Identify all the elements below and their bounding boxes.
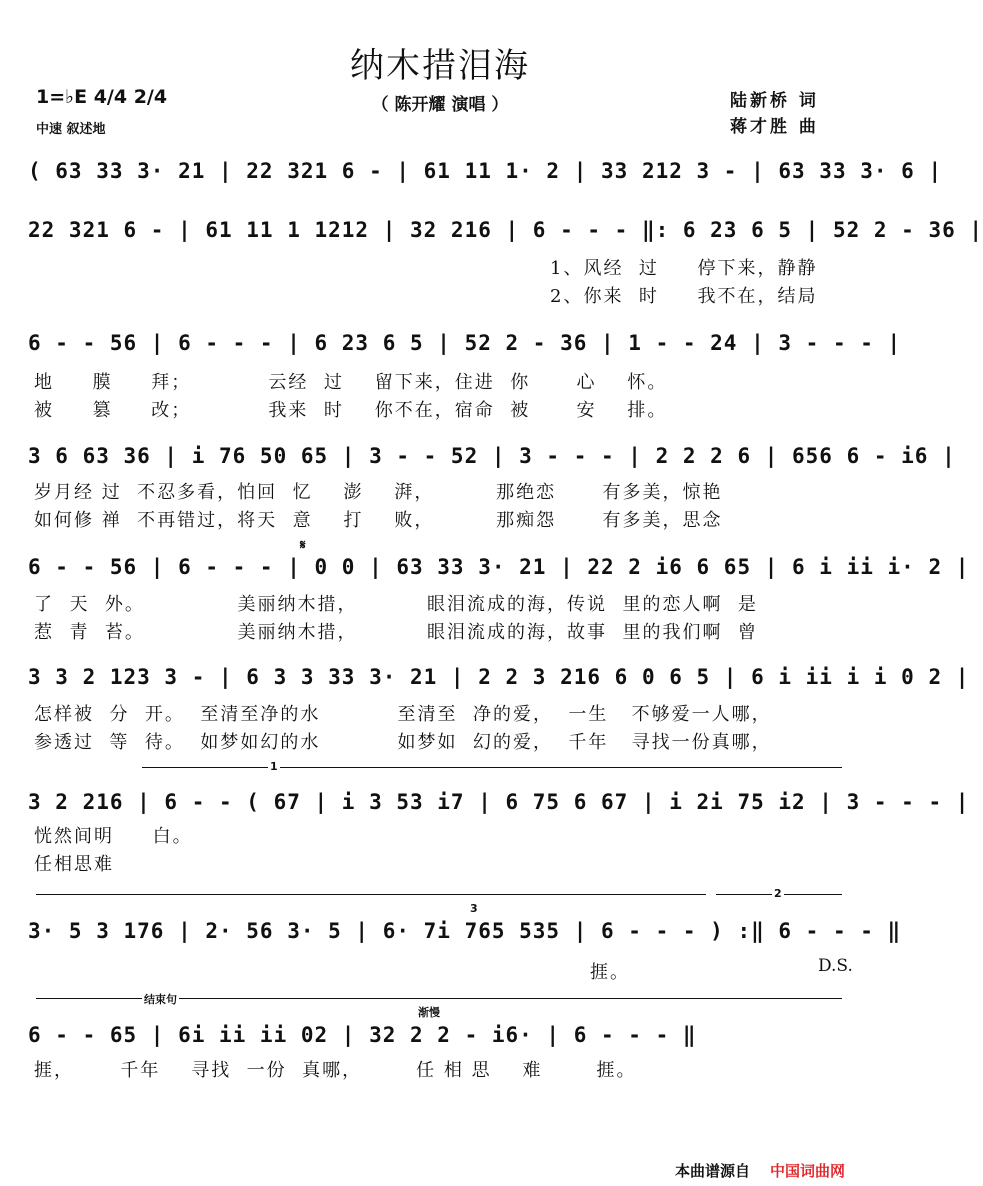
lyric-line: 恍然间明 白。 [34,826,193,847]
slow-marking: 渐慢 [418,1006,440,1019]
source-label: 本曲谱源自 [675,1162,751,1180]
score-line-7: 3 2 216 | 6 - - ( 67 | i 3 53 i7 | 6 75 6 67 | i 2i 75 i2 | 3 - - - | [28,790,970,814]
lyric-line: 参透过 等 待。 如梦如幻的水 如梦如 幻的爱， 千年 寻找一份真哪， [34,732,772,753]
lyric-line: 捱， 千年 寻找 一份 真哪， 任 相 思 难 捱。 [34,1060,637,1081]
triplet-mark: 3 [470,902,478,915]
lyric-line: 了 天 外。 美丽纳木措， 眼泪流成的海，传说 里的恋人啊 是 [34,594,758,615]
score-line-4: 3 6 63 36 | i 76 50 65 | 3 - - 52 | 3 - - - | 2 2 2 6 | 656 6 - i6 | [28,444,956,468]
score-line-1: ( 63 33 3· 21 | 22 321 6 - | 61 11 1· 2 | 33 212 3 - | 63 33 3· 6 | [28,159,943,183]
score-line-8: 3· 5 3 176 | 2· 56 3· 5 | 6· 7i 765 535 | 6 - - - ) :‖ 6 - - - ‖ [28,919,902,943]
lyricist-credit: 陆新桥 词 [730,91,819,111]
composer-credit: 蒋才胜 曲 [730,117,819,137]
lyric-line: 如何修 禅 不再错过，将天 意 打 败， 那痴怨 有多美，思念 [34,510,723,531]
segno-icon: 𝄋 [300,538,306,553]
performer: （ 陈开耀 演唱 ） [371,95,509,115]
site-link[interactable]: 中国词曲网 [770,1162,846,1180]
volta-1-number: 1 [270,760,278,773]
score-line-5: 6 - - 56 | 6 - - - | 0 0 | 63 33 3· 21 | 22 2 i6 6 65 | 6 i ii i· 2 | [28,555,970,579]
volta-2-number: 2 [774,887,782,900]
lyric-line: 地 膜 拜； 云经 过 留下来，住进 你 心 怀。 [34,372,668,393]
volta-1-bracket [142,767,842,768]
lyric-line: 2、你来 时 我不在，结局 [550,286,818,307]
song-title: 纳木措泪海 [350,46,530,86]
lyric-line: 捱。 [34,962,630,983]
lyric-line: 1、风经 过 停下来，静静 [550,258,818,279]
lyric-line: 任相思难 [34,854,114,875]
score-line-3: 6 - - 56 | 6 - - - | 6 23 6 5 | 52 2 - 36 | 1 - - 24 | 3 - - - | [28,331,902,355]
score-line-2: 22 321 6 - | 61 11 1 1212 | 32 216 | 6 - - - ‖: 6 23 6 5 | 52 2 - 36 | [28,218,983,242]
lyric-line: 惹 青 苔。 美丽纳木措， 眼泪流成的海，故事 里的我们啊 曾 [34,622,758,643]
ending-label: 结束句 [144,993,177,1006]
score-line-6: 3 3 2 123 3 - | 6 3 3 33 3· 21 | 2 2 3 216 6 0 6 5 | 6 i ii i i 0 2 | [28,665,970,689]
lyric-line: 被 篡 改； 我来 时 你不在，宿命 被 安 排。 [34,400,668,421]
ds-mark: D.S. [818,956,853,976]
lyric-line: 岁月经 过 不忍多看，怕回 忆 澎 湃， 那绝恋 有多美，惊艳 [34,482,723,503]
lyric-line: 怎样被 分 开。 至清至净的水 至清至 净的爱， 一生 不够爱一人哪， [34,704,772,725]
score-line-9: 6 - - 65 | 6i ii ii 02 | 32 2 2 - i6· | 6 - - - ‖ [28,1023,697,1047]
phrase-line [36,894,706,895]
tempo-marking: 中速 叙述地 [36,122,106,137]
key-signature: 1=♭E 4/4 2/4 [36,86,168,108]
